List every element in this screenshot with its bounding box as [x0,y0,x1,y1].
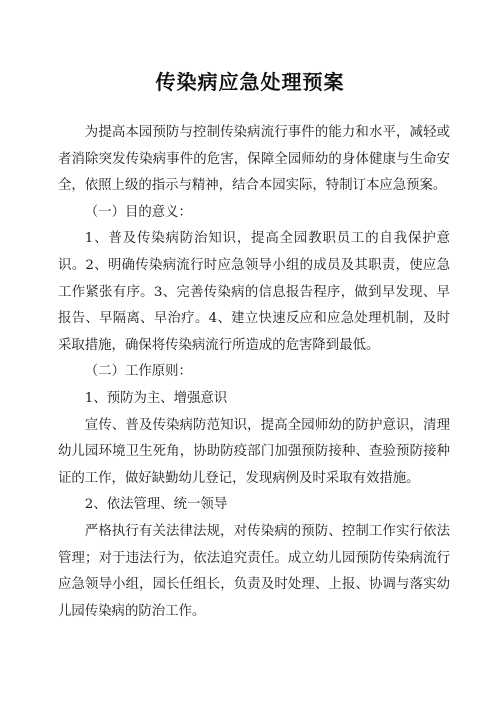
section-heading-principles: （二）工作原则： [84,364,192,380]
paragraph-management: 严格执行有关法律法规，对传染病的预防、控制工作实行依法管理；对于违法行为，依法追究责任。成立幼儿园预防传染病流行应急领导小组，园长任组长，负责及时处理、上报、协调与落实幼儿园传染病的防治工作。 [58,523,450,619]
paragraph-prevention: 宣传、普及传染病防范知识，提高全园师幼的防护意识，清理幼儿园环境卫生死角，协助防疫部门加强预防接种、查验预防接种证的工作，做好缺勤幼儿登记，发现病例及时采取有效措施。 [58,417,450,486]
section-heading-purpose: （一）目的意义： [84,204,192,220]
subheading-prevention: 1、预防为主、增强意识 [84,390,228,406]
subheading-management: 2、依法管理、统一领导 [84,497,228,513]
document-body [58,120,450,625]
document-title: 传染病应急处理预案 [155,70,345,94]
paragraph-intro: 为提高本园预防与控制传染病流行事件的能力和水平，减轻或者消除突发传染病事件的危害，保障全园师幼的身体健康与生命安全，依照上级的指示与精神，结合本园实际，特制订本应急预案。 [58,125,450,194]
paragraph-purpose: 1、普及传染病防治知识，提高全园教职员工的自我保护意识。2、明确传染病流行时应急领导小组的成员及其职责，使应急工作紧张有序。3、完善传染病的信息报告程序，做到早发现、早报告、早隔离、早治疗。4、建立快速反应和应急处理机制，及时采取措施，确保将传染病流行所造成的危害降到最低。 [58,231,450,353]
